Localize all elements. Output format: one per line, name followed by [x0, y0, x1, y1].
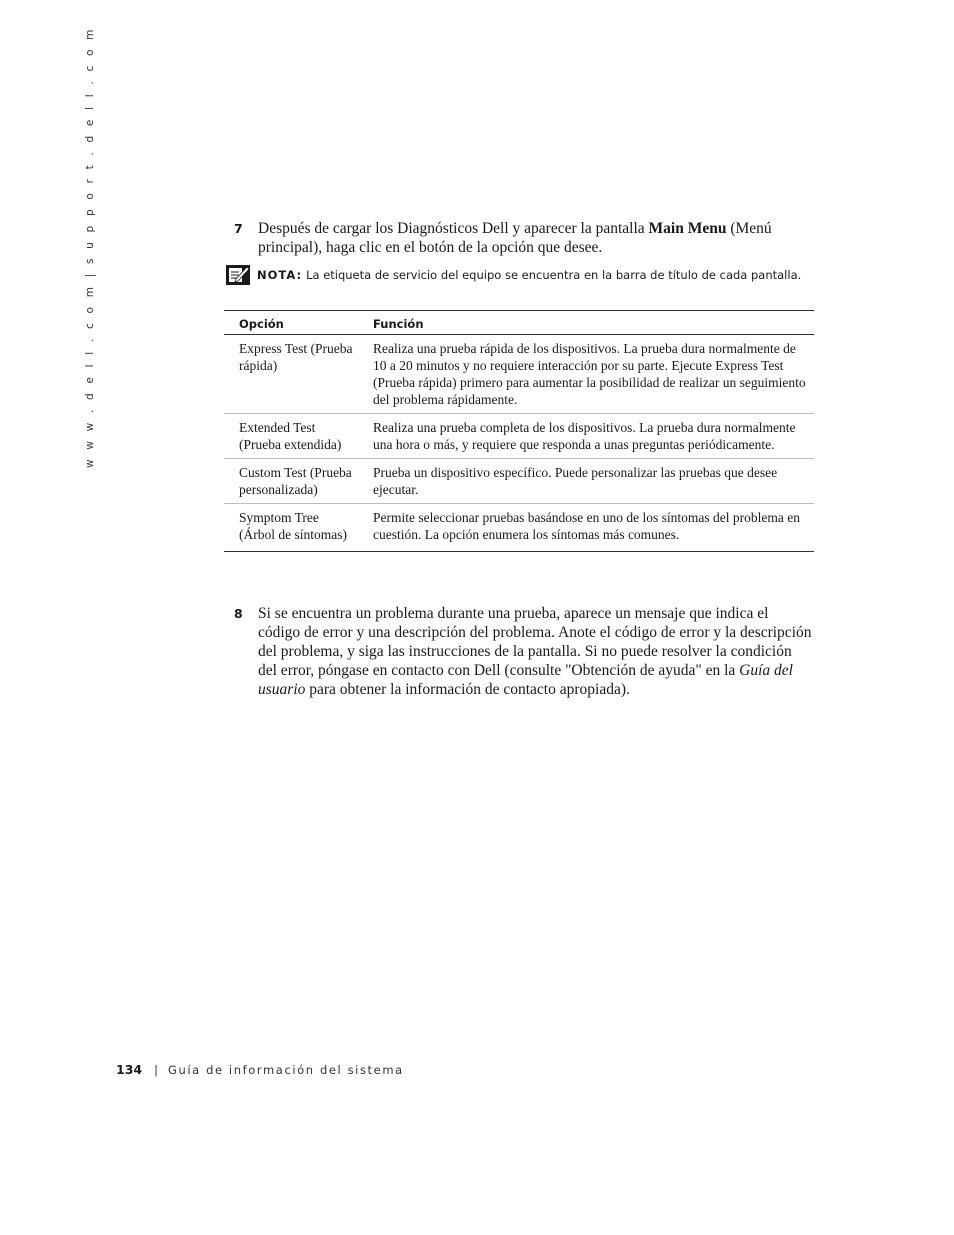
function-cell: Realiza una prueba rápida de los dispositivos. La prueba dura normalmente de 10 a 20 minutos y no requiere interacción por su parte. Ejecute Express Test (Prueba rápida) primero para aumentar la posibilidad de realizar un seguimiento del problema rápidamente. [358, 335, 814, 414]
step-text-part: (Menú principal), haga clic en el botón de la opción que desee. [258, 220, 772, 256]
step-number: 8 [234, 606, 243, 621]
note-text [257, 264, 826, 283]
page-number: 134 [116, 1062, 143, 1077]
function-cell: Permite seleccionar pruebas basándose en uno de los síntomas del problema en cuestión. La opción enumera los síntomas más comunes. [358, 504, 814, 552]
note [226, 264, 826, 283]
step-8 [234, 604, 814, 699]
footer-title: Guía de información del sistema [167, 1063, 404, 1077]
step-text [258, 604, 814, 699]
table-row [224, 414, 814, 459]
step-text-part: para obtener la información de contacto apropiada). [305, 681, 630, 698]
function-cell: Realiza una prueba completa de los dispositivos. La prueba dura normalmente una hora o más, y requiere que responda a unas preguntas periódicamente. [358, 414, 814, 459]
option-cell: Express Test (Prueba rápida) [224, 335, 358, 414]
table-row [224, 335, 814, 414]
function-cell: Prueba un dispositivo específico. Puede personalizar las pruebas que desee ejecutar. [358, 459, 814, 504]
table-header-row [224, 311, 814, 335]
table-row [224, 504, 814, 552]
step-number: 7 [234, 221, 243, 236]
option-cell: Custom Test (Prueba personalizada) [224, 459, 358, 504]
step-text-part: Si se encuentra un problema durante una prueba, aparece un mensaje que indica el código de error y una descripción del problema. Anote el código de error y la descripción del problema, y siga las instrucciones de la pantalla. Si no puede resolver la condición del error, póngase en contacto con Dell (consulte "Obtención de ayuda" en la [258, 605, 812, 679]
table-row [224, 459, 814, 504]
step-text [258, 219, 814, 257]
note-body: La etiqueta de servicio del equipo se encuentra en la barra de título de cada pantalla. [306, 268, 802, 282]
step-text-part: Después de cargar los Diagnósticos Dell y aparecer la pantalla [258, 220, 649, 237]
page-footer [116, 1062, 404, 1077]
option-cell: Extended Test (Prueba extendida) [224, 414, 358, 459]
header-function: Función [358, 311, 814, 335]
user-guide-title: Guía del usuario [258, 662, 793, 698]
footer-separator: | [154, 1063, 158, 1077]
main-menu-label: Main Menu [648, 220, 727, 237]
step-7 [234, 219, 814, 257]
header-option: Opción [224, 311, 358, 335]
note-label: NOTA: [257, 268, 303, 282]
option-cell: Symptom Tree (Árbol de síntomas) [224, 504, 358, 552]
options-table [224, 310, 814, 552]
sidebar-url: w w w . d e l l . c o m | s u p p o r t . d e l l . c o m [84, 26, 96, 468]
note-pencil-icon [226, 265, 250, 285]
